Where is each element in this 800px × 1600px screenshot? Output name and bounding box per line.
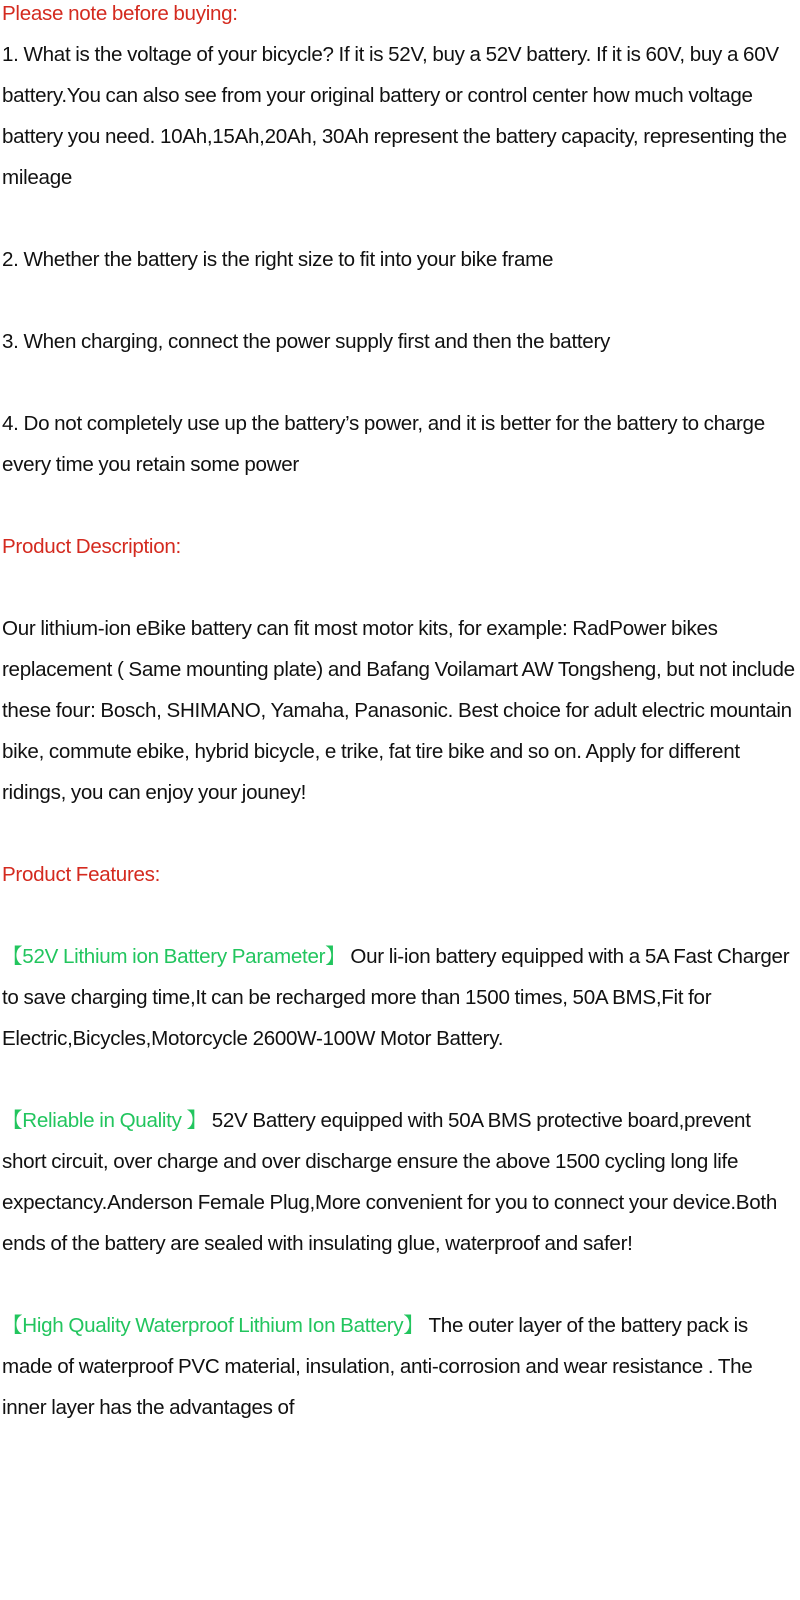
feature-tag: 【52V Lithium ion Battery Parameter】 [2, 945, 346, 968]
spacer [2, 895, 798, 936]
spacer [2, 362, 798, 403]
spacer [2, 198, 798, 239]
feature-item-3 [2, 1305, 798, 1428]
features-heading: Product Features: [2, 863, 161, 886]
feature-tag: 【Reliable in Quality 】 [2, 1109, 207, 1132]
feature-text: The outer layer of the battery pack is made of waterproof PVC material, insulation, anti-corrosion and wear resistance . The inner layer has the advantages of [2, 1314, 753, 1419]
feature-text: Our li-ion battery equipped with a 5A Fast Charger to save charging time,It can be recharged more than 1500 times, 50A BMS,Fit for Electric,Bicycles,Motorcycle 2600W-100W Motor Battery. [2, 945, 790, 1050]
description-heading: Product Description: [2, 535, 181, 558]
spacer [2, 1059, 798, 1100]
note-item-4: 4. Do not completely use up the battery’s power, and it is better for the battery to charge every time you retain some power [2, 412, 765, 476]
spacer [2, 1264, 798, 1305]
spacer [2, 567, 798, 608]
description-text: Our lithium-ion eBike battery can fit most motor kits, for example: RadPower bikes replacement ( Same mounting plate) and Bafang Voilamart AW Tongsheng, but not include these four: Bosch, SHIMANO, Yamaha, Panasonic. Best choice for adult electric mountain bike, commute ebike, hybrid bicycle, e trike, fat tire bike and so on. Apply for different ridings, you can enjoy your jouney! [2, 617, 795, 804]
spacer [2, 485, 798, 526]
feature-tag: 【High Quality Waterproof Lithium Ion Battery】 [2, 1314, 424, 1337]
spacer [2, 280, 798, 321]
note-item-3: 3. When charging, connect the power supply first and then the battery [2, 330, 611, 353]
spacer [2, 813, 798, 854]
feature-text: 52V Battery equipped with 50A BMS protective board,prevent short circuit, over charge and over discharge ensure the above 1500 cycling long life expectancy.Anderson Female Plug,More convenient for you to connect your device.Both ends of the battery are sealed with insulating glue, waterproof and safer! [2, 1109, 777, 1255]
note-item-1: 1. What is the voltage of your bicycle? If it is 52V, buy a 52V battery. If it is 60V, buy a 60V battery.You can also see from your original battery or control center how much voltage battery you need. 10Ah,15Ah,20Ah, 30Ah represent the battery capacity, representing the mileage [2, 43, 787, 189]
feature-item-1 [2, 936, 798, 1059]
note-item-2: 2. Whether the battery is the right size to fit into your bike frame [2, 248, 554, 271]
feature-item-2 [2, 1100, 798, 1264]
note-heading: Please note before buying: [2, 2, 238, 25]
